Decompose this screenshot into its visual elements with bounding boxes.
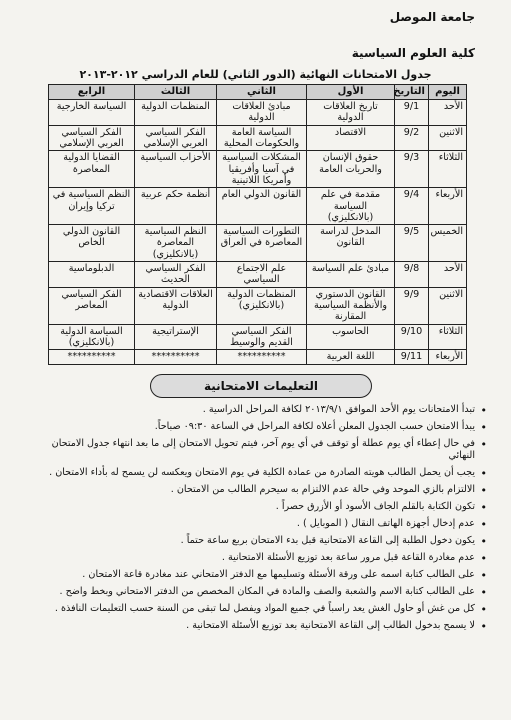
column-header: الأول — [307, 85, 395, 100]
column-header: التاريخ — [395, 85, 429, 100]
day-cell: الاثنين — [429, 125, 467, 151]
instruction-item: • يبدأ الامتحان حسب الجدول المعلن أعلاه لكافة المراحل في الساعة ٠٩:٣٠ صباحاً. — [40, 421, 487, 433]
table-row — [49, 188, 467, 225]
subject-cell: الفكر السياسي القديم والوسيط — [217, 324, 307, 350]
day-cell: الثلاثاء — [429, 151, 467, 188]
date-cell: 9/11 — [395, 350, 429, 364]
table-row — [49, 287, 467, 324]
subject-cell: مبادئ علم السياسة — [307, 262, 395, 288]
date-cell: 9/2 — [395, 125, 429, 151]
subject-cell: الأحزاب السياسية — [135, 151, 217, 188]
day-cell: الثلاثاء — [429, 324, 467, 350]
instruction-item: • على الطالب كتابة اسمه على ورقة الأسئلة وتسليمها مع الدفتر الامتحاني عند مغادرة قاعة الامتحان . — [40, 569, 487, 581]
table-row — [49, 350, 467, 364]
subject-cell: المدخل لدراسة القانون — [307, 225, 395, 262]
subject-cell: الدبلوماسية — [49, 262, 135, 288]
subject-cell: الاقتصاد — [307, 125, 395, 151]
subject-cell: الفكر السياسي الحديث — [135, 262, 217, 288]
instruction-item: • عدم إدخال أجهزة الهاتف النقال ( الموبايل ) . — [40, 518, 487, 530]
subject-cell: ********** — [49, 350, 135, 364]
subject-cell: ********** — [135, 350, 217, 364]
table-caption: جدول الامتحانات النهائية (الدور الثاني) للعام الدراسي ٢٠١٢-٢٠١٣ — [79, 68, 432, 81]
instructions-title: التعليمات الامتحانية — [150, 374, 372, 398]
subject-cell: المنظمات الدولية (بالانكليزي) — [217, 287, 307, 324]
table-row — [49, 324, 467, 350]
day-cell: الأربعاء — [429, 350, 467, 364]
instruction-item: • في حال إعطاء أي يوم عطلة أو توقف في أي يوم آخر، فيتم تحويل الامتحان إلى ما بعد انتهاء جدول الامتحان النهائي — [40, 438, 487, 462]
subject-cell: المشكلات السياسية في آسيا وأفريقيا وأمريكا اللاتينية — [217, 151, 307, 188]
subject-cell: السياسة الدولية (بالانكليزي) — [49, 324, 135, 350]
subject-cell: مقدمة في علم السياسة (بالانكليزي) — [307, 188, 395, 225]
date-cell: 9/4 — [395, 188, 429, 225]
subject-cell: النظم السياسية المعاصرة (بالانكليزي) — [135, 225, 217, 262]
subject-cell: السياسة الخارجية — [49, 100, 135, 126]
subject-cell: السياسة العامة والحكومات المحلية — [217, 125, 307, 151]
day-cell: الاثنين — [429, 287, 467, 324]
table-row — [49, 225, 467, 262]
date-cell: 9/9 — [395, 287, 429, 324]
subject-cell: القانون الدولي العام — [217, 188, 307, 225]
instruction-item: • يكون دخول الطلبة إلى القاعة الامتحانية قبل بدء الامتحان بربع ساعة حتماً . — [40, 535, 487, 547]
instructions-list — [40, 404, 487, 637]
column-header: الثالث — [135, 85, 217, 100]
date-cell: 9/8 — [395, 262, 429, 288]
subject-cell: القضايا الدولية المعاصرة — [49, 151, 135, 188]
instruction-item: • تكون الكتابة بالقلم الجاف الأسود أو الأزرق حصراً . — [40, 501, 487, 513]
subject-cell: النظم السياسية في تركيا وإيران — [49, 188, 135, 225]
subject-cell: أنظمة حكم عربية — [135, 188, 217, 225]
column-header: الثاني — [217, 85, 307, 100]
day-cell: الخميس — [429, 225, 467, 262]
instruction-item: • يجب أن يحمل الطالب هويته الصادرة من عمادة الكلية في يوم الامتحان ويعكسه لن يسمح له بأداء الامتحان . — [40, 467, 487, 479]
subject-cell: مبادئ العلاقات الدولية — [217, 100, 307, 126]
date-cell: 9/5 — [395, 225, 429, 262]
table-body — [49, 100, 467, 365]
subject-cell: العلاقات الاقتصادية الدولية — [135, 287, 217, 324]
subject-cell: الفكر السياسي العربي الإسلامي — [49, 125, 135, 151]
table-row — [49, 100, 467, 126]
table-row — [49, 125, 467, 151]
college-name: كلية العلوم السياسية — [351, 46, 475, 60]
subject-cell: التطورات السياسية المعاصرة في العراق — [217, 225, 307, 262]
day-cell: الأربعاء — [429, 188, 467, 225]
column-header: الرابع — [49, 85, 135, 100]
date-cell: 9/3 — [395, 151, 429, 188]
column-header: اليوم — [429, 85, 467, 100]
subject-cell: الإستراتيجية — [135, 324, 217, 350]
subject-cell: المنظمات الدولية — [135, 100, 217, 126]
date-cell: 9/10 — [395, 324, 429, 350]
day-cell: الأحد — [429, 262, 467, 288]
subject-cell: الفكر السياسي العربي الإسلامي — [135, 125, 217, 151]
table-row — [49, 262, 467, 288]
subject-cell: ********** — [217, 350, 307, 364]
date-cell: 9/1 — [395, 100, 429, 126]
subject-cell: علم الاجتماع السياسي — [217, 262, 307, 288]
table-header-row — [49, 85, 467, 100]
instruction-item: • عدم مغادرة القاعة قبل مرور ساعة بعد توزيع الأسئلة الامتحانية . — [40, 552, 487, 564]
table-row — [49, 151, 467, 188]
instruction-item: • لا يسمح بدخول الطالب إلى القاعة الامتحانية بعد توزيع الأسئلة الامتحانية . — [40, 620, 487, 632]
university-name: جامعة الموصل — [389, 10, 475, 24]
subject-cell: الفكر السياسي المعاصر — [49, 287, 135, 324]
subject-cell: اللغة العربية — [307, 350, 395, 364]
exam-schedule-table — [48, 84, 467, 365]
instruction-item: • الالتزام بالزي الموحد وفي حالة عدم الالتزام به سيحرم الطالب من الامتحان . — [40, 484, 487, 496]
subject-cell: حقوق الإنسان والحريات العامة — [307, 151, 395, 188]
subject-cell: الحاسوب — [307, 324, 395, 350]
subject-cell: تاريخ العلاقات الدولية — [307, 100, 395, 126]
day-cell: الأحد — [429, 100, 467, 126]
subject-cell: القانون الدولي الخاص — [49, 225, 135, 262]
instruction-item: • كل من غش أو حاول الغش يعد راسباً في جميع المواد ويفصل لما تبقى من السنة حسب التعليمات النافذة . — [40, 603, 487, 615]
instruction-item: • تبدأ الامتحانات يوم الأحد الموافق ٢٠١٣/٩/١ لكافة المراحل الدراسية . — [40, 404, 487, 416]
subject-cell: القانون الدستوري والأنظمة السياسية المقارنة — [307, 287, 395, 324]
instruction-item: • على الطالب كتابة الاسم والشعبة والصف والمادة في المكان المخصص من الدفتر الامتحاني وبخط واضح . — [40, 586, 487, 598]
